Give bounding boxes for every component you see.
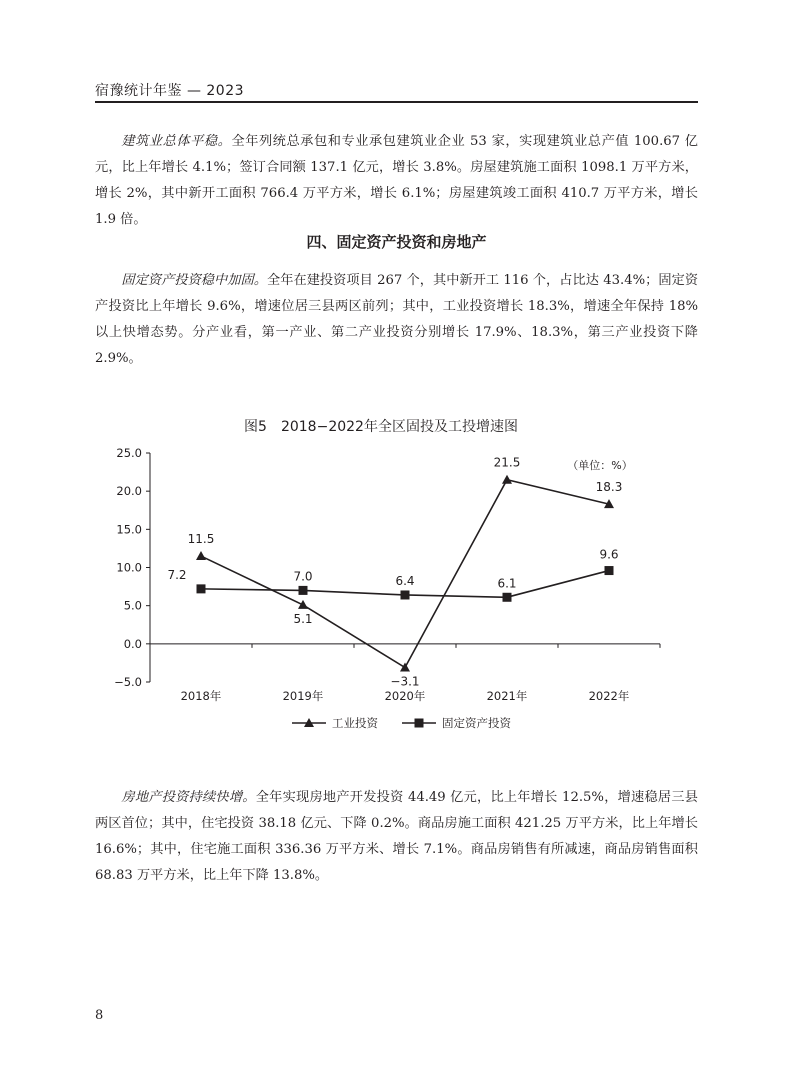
x-tick-label: 2021年 [486, 689, 528, 703]
data-point-square [503, 593, 512, 602]
y-tick-label: 15.0 [116, 522, 142, 537]
x-tick-label: 2022年 [588, 689, 630, 703]
y-tick-label: 25.0 [116, 446, 142, 460]
paragraph-body: 全年实现房地产开发投资 44.49 亿元，比上年增长 12.5%，增速稳居三县两区首位；其中，住宅投资 38.18 亿元、下降 0.2%。商品房施工面积 421.25 万平方米，比上年增长 16.6%；其中，住宅施工面积 336.36 万平方米、增长 7.1%。商品房销售有所减速，商品房销售面积 68.83 万平方米，比上年下降 13.8%。 [95, 790, 698, 883]
page-number: 8 [95, 1008, 104, 1023]
chart-unit-note: （单位：%） [567, 459, 633, 472]
data-label: −3.1 [390, 674, 420, 689]
y-tick-label: −5.0 [114, 675, 142, 689]
paragraph-fixed-asset [95, 268, 698, 372]
paragraph-body: 全年在建投资项目 267 个，其中新开工 116 个，占比达 43.4%；固定资产投资比上年增长 9.6%，增速位居三县两区前列；其中，工业投资增长 18.3%，增速全年保持 18% 以上快增态势。分产业看，第一产业、第二产业投资分别增长 17.9%、18.3%，第三产业投资下降 2.9%。 [95, 273, 699, 366]
chart-series [167, 456, 622, 689]
chart-axes [114, 446, 660, 703]
data-point-square [401, 590, 410, 599]
data-label: 21.5 [493, 455, 521, 470]
data-point-triangle [502, 475, 512, 484]
data-label: 9.6 [599, 547, 619, 562]
y-tick-label: 10.0 [116, 560, 142, 575]
paragraph-lead: 房地产投资持续快增。 [121, 790, 256, 805]
data-label: 6.4 [395, 573, 415, 588]
x-tick-label: 2019年 [282, 689, 324, 703]
section-title: 四、固定资产投资和房地产 [306, 233, 487, 251]
data-label: 18.3 [595, 480, 623, 495]
legend-label: 工业投资 [332, 716, 378, 730]
legend-label: 固定资产投资 [442, 716, 511, 730]
data-label: 7.0 [293, 569, 313, 584]
data-label: 7.2 [167, 567, 187, 582]
data-label: 11.5 [187, 532, 215, 547]
data-point-square [197, 584, 206, 593]
x-tick-label: 2018年 [180, 689, 222, 703]
running-header-title: 宿豫统计年鉴 — 2023 [95, 83, 245, 99]
paragraph-real-estate [95, 785, 698, 889]
paragraph-lead: 建筑业总体平稳。 [121, 134, 232, 149]
data-point-triangle [298, 600, 308, 609]
data-point-square [605, 566, 614, 575]
data-point-square [299, 586, 308, 595]
y-tick-label: 20.0 [116, 484, 142, 499]
paragraph-construction [95, 129, 698, 233]
y-tick-label: 0.0 [123, 636, 142, 651]
data-label: 5.1 [293, 611, 313, 626]
legend-marker-square [415, 719, 424, 728]
data-point-triangle [196, 551, 206, 560]
y-tick-label: 5.0 [123, 598, 142, 613]
x-tick-label: 2020年 [384, 689, 426, 703]
header-rule [95, 101, 698, 103]
paragraph-body: 全年列统总承包和专业承包建筑业企业 53 家，实现建筑业总产值 100.67 亿元，比上年增长 4.1%；签订合同额 137.1 亿元，增长 3.8%。房屋建筑施工面积 1098.1 万平方米，增长 2%，其中新开工面积 766.4 万平方米，增长 6.1%；房屋建筑竣工面积 410.7 万平方米，增长 1.9 倍。 [95, 134, 698, 227]
chart-title: 图5 2018−2022年全区固投及工投增速图 [244, 419, 518, 435]
data-label: 6.1 [497, 576, 517, 591]
chart-legend [292, 716, 511, 730]
paragraph-lead: 固定资产投资稳中加固。 [121, 273, 267, 288]
data-point-triangle [400, 662, 410, 671]
investment-growth-chart [95, 410, 698, 740]
